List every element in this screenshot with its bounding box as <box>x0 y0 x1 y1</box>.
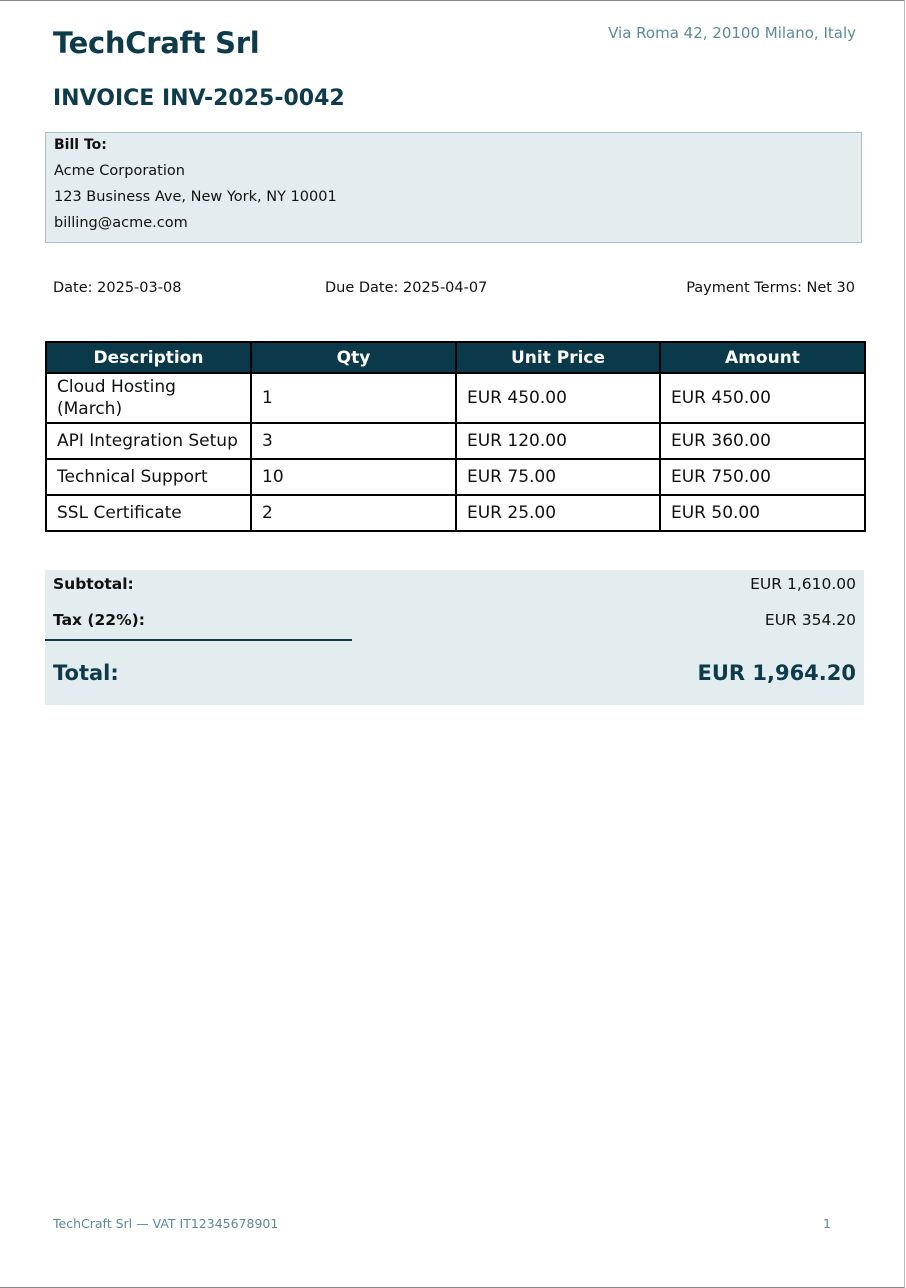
bill-to-label: Bill To: <box>54 137 107 153</box>
header-unit-price: Unit Price <box>456 342 660 373</box>
cell-qty: 2 <box>251 495 456 531</box>
table-row <box>46 495 865 531</box>
cell-amount: EUR 750.00 <box>660 459 865 495</box>
total-value: EUR 1,964.20 <box>697 661 856 685</box>
bill-to-box <box>45 132 862 243</box>
subtotal-value: EUR 1,610.00 <box>750 575 856 593</box>
table-row <box>46 373 865 423</box>
totals-box <box>45 570 864 705</box>
page-number: 1 <box>823 1216 831 1231</box>
subtotal-label: Subtotal: <box>53 575 134 593</box>
footer-text: TechCraft Srl — VAT IT12345678901 <box>53 1216 279 1231</box>
table-row <box>46 459 865 495</box>
invoice-date: Date: 2025-03-08 <box>53 280 182 296</box>
cell-qty: 1 <box>251 373 456 423</box>
cell-description: API Integration Setup <box>46 423 251 459</box>
cell-qty: 3 <box>251 423 456 459</box>
line-items-table <box>45 341 866 532</box>
header-amount: Amount <box>660 342 865 373</box>
cell-description: Technical Support <box>46 459 251 495</box>
invoice-title: INVOICE INV-2025-0042 <box>53 86 345 111</box>
bill-to-name: Acme Corporation <box>54 163 185 179</box>
totals-divider <box>45 639 352 641</box>
cell-qty: 10 <box>251 459 456 495</box>
company-address: Via Roma 42, 20100 Milano, Italy <box>608 24 856 42</box>
cell-amount: EUR 360.00 <box>660 423 865 459</box>
header-description: Description <box>46 342 251 373</box>
cell-unit-price: EUR 25.00 <box>456 495 660 531</box>
header-qty: Qty <box>251 342 456 373</box>
cell-description: Cloud Hosting (March) <box>46 373 251 423</box>
cell-amount: EUR 450.00 <box>660 373 865 423</box>
tax-value: EUR 354.20 <box>764 611 856 629</box>
bill-to-email: billing@acme.com <box>54 215 188 231</box>
cell-unit-price: EUR 120.00 <box>456 423 660 459</box>
cell-amount: EUR 50.00 <box>660 495 865 531</box>
cell-description: SSL Certificate <box>46 495 251 531</box>
table-row <box>46 423 865 459</box>
total-label: Total: <box>53 661 119 685</box>
cell-unit-price: EUR 450.00 <box>456 373 660 423</box>
cell-unit-price: EUR 75.00 <box>456 459 660 495</box>
company-name: TechCraft Srl <box>53 26 260 60</box>
due-date: Due Date: 2025-04-07 <box>325 280 488 296</box>
table-header-row <box>46 342 865 373</box>
bill-to-address: 123 Business Ave, New York, NY 10001 <box>54 189 337 205</box>
payment-terms: Payment Terms: Net 30 <box>686 280 855 296</box>
tax-label: Tax (22%): <box>53 611 145 629</box>
